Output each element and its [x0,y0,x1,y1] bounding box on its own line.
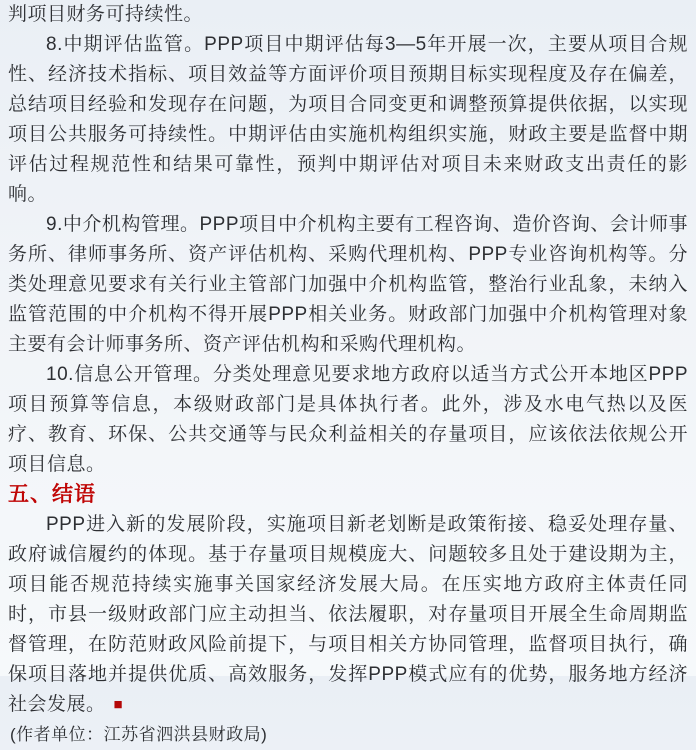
continuation-paragraph-line: 判项目财务可持续性。 [8,4,204,25]
paragraph-10-information-disclosure: 10.信息公开管理。分类处理意见要求地方政府以适当方式公开本地区PPP项目预算等信息，本级财政部门是具体执行者。此外，涉及水电气热以及医疗、教育、环保、公共交通等与民众利益相关的存量项目，应该依法依规公开项目信息。 [8,364,688,475]
conclusion-paragraph [8,510,688,720]
author-affiliation-note: (作者单位：江苏省泗洪县财政局) [10,725,268,744]
paragraph-8-mid-term-evaluation: 8.中期评估监管。PPP项目中期评估每3—5年开展一次，主要从项目合规性、经济技术指标、项目效益等方面评价项目预期目标实现程度及存在偏差，总结项目经验和发现存在问题，为项目合同变更和调整预算提供依据，以实现项目公共服务可持续性。中期评估由实施机构组织实施，财政主要是监督中期评估过程规范性和结果可靠性，预判中期评估对项目未来财政支出责任的影响。 [8,34,688,205]
article-end-mark-square-icon: ■ [113,696,124,713]
paragraph-9-intermediary-management: 9.中介机构管理。PPP项目中介机构主要有工程咨询、造价咨询、会计师事务所、律师事务所、资产评估机构、采购代理机构、PPP专业咨询机构等。分类处理意见要求有关行业主管部门加强中介机构监管，整治行业乱象，未纳入监管范围的中介机构不得开展PPP相关业务。财政部门加强中介机构管理对象主要有会计师事务所、资产评估机构和采购代理机构。 [8,214,688,355]
conclusion-text: PPP进入新的发展阶段，实施项目新老划断是政策衔接、稳妥处理存量、政府诚信履约的体现。基于存量项目规模庞大、问题较多且处于建设期为主，项目能否规范持续实施事关国家经济发展大局。在压实地方政府主体责任同时，市县一级财政部门应主动担当、依法履职，对存量项目开展全生命周期监督管理，在防范财政风险前提下，与项目相关方协同管理，监督项目执行，确保项目落地并提供优质、高效服务，发挥PPP模式应有的优势，服务地方经济社会发展。 [8,514,688,715]
section-heading-conclusion: 五、结语 [8,483,96,506]
